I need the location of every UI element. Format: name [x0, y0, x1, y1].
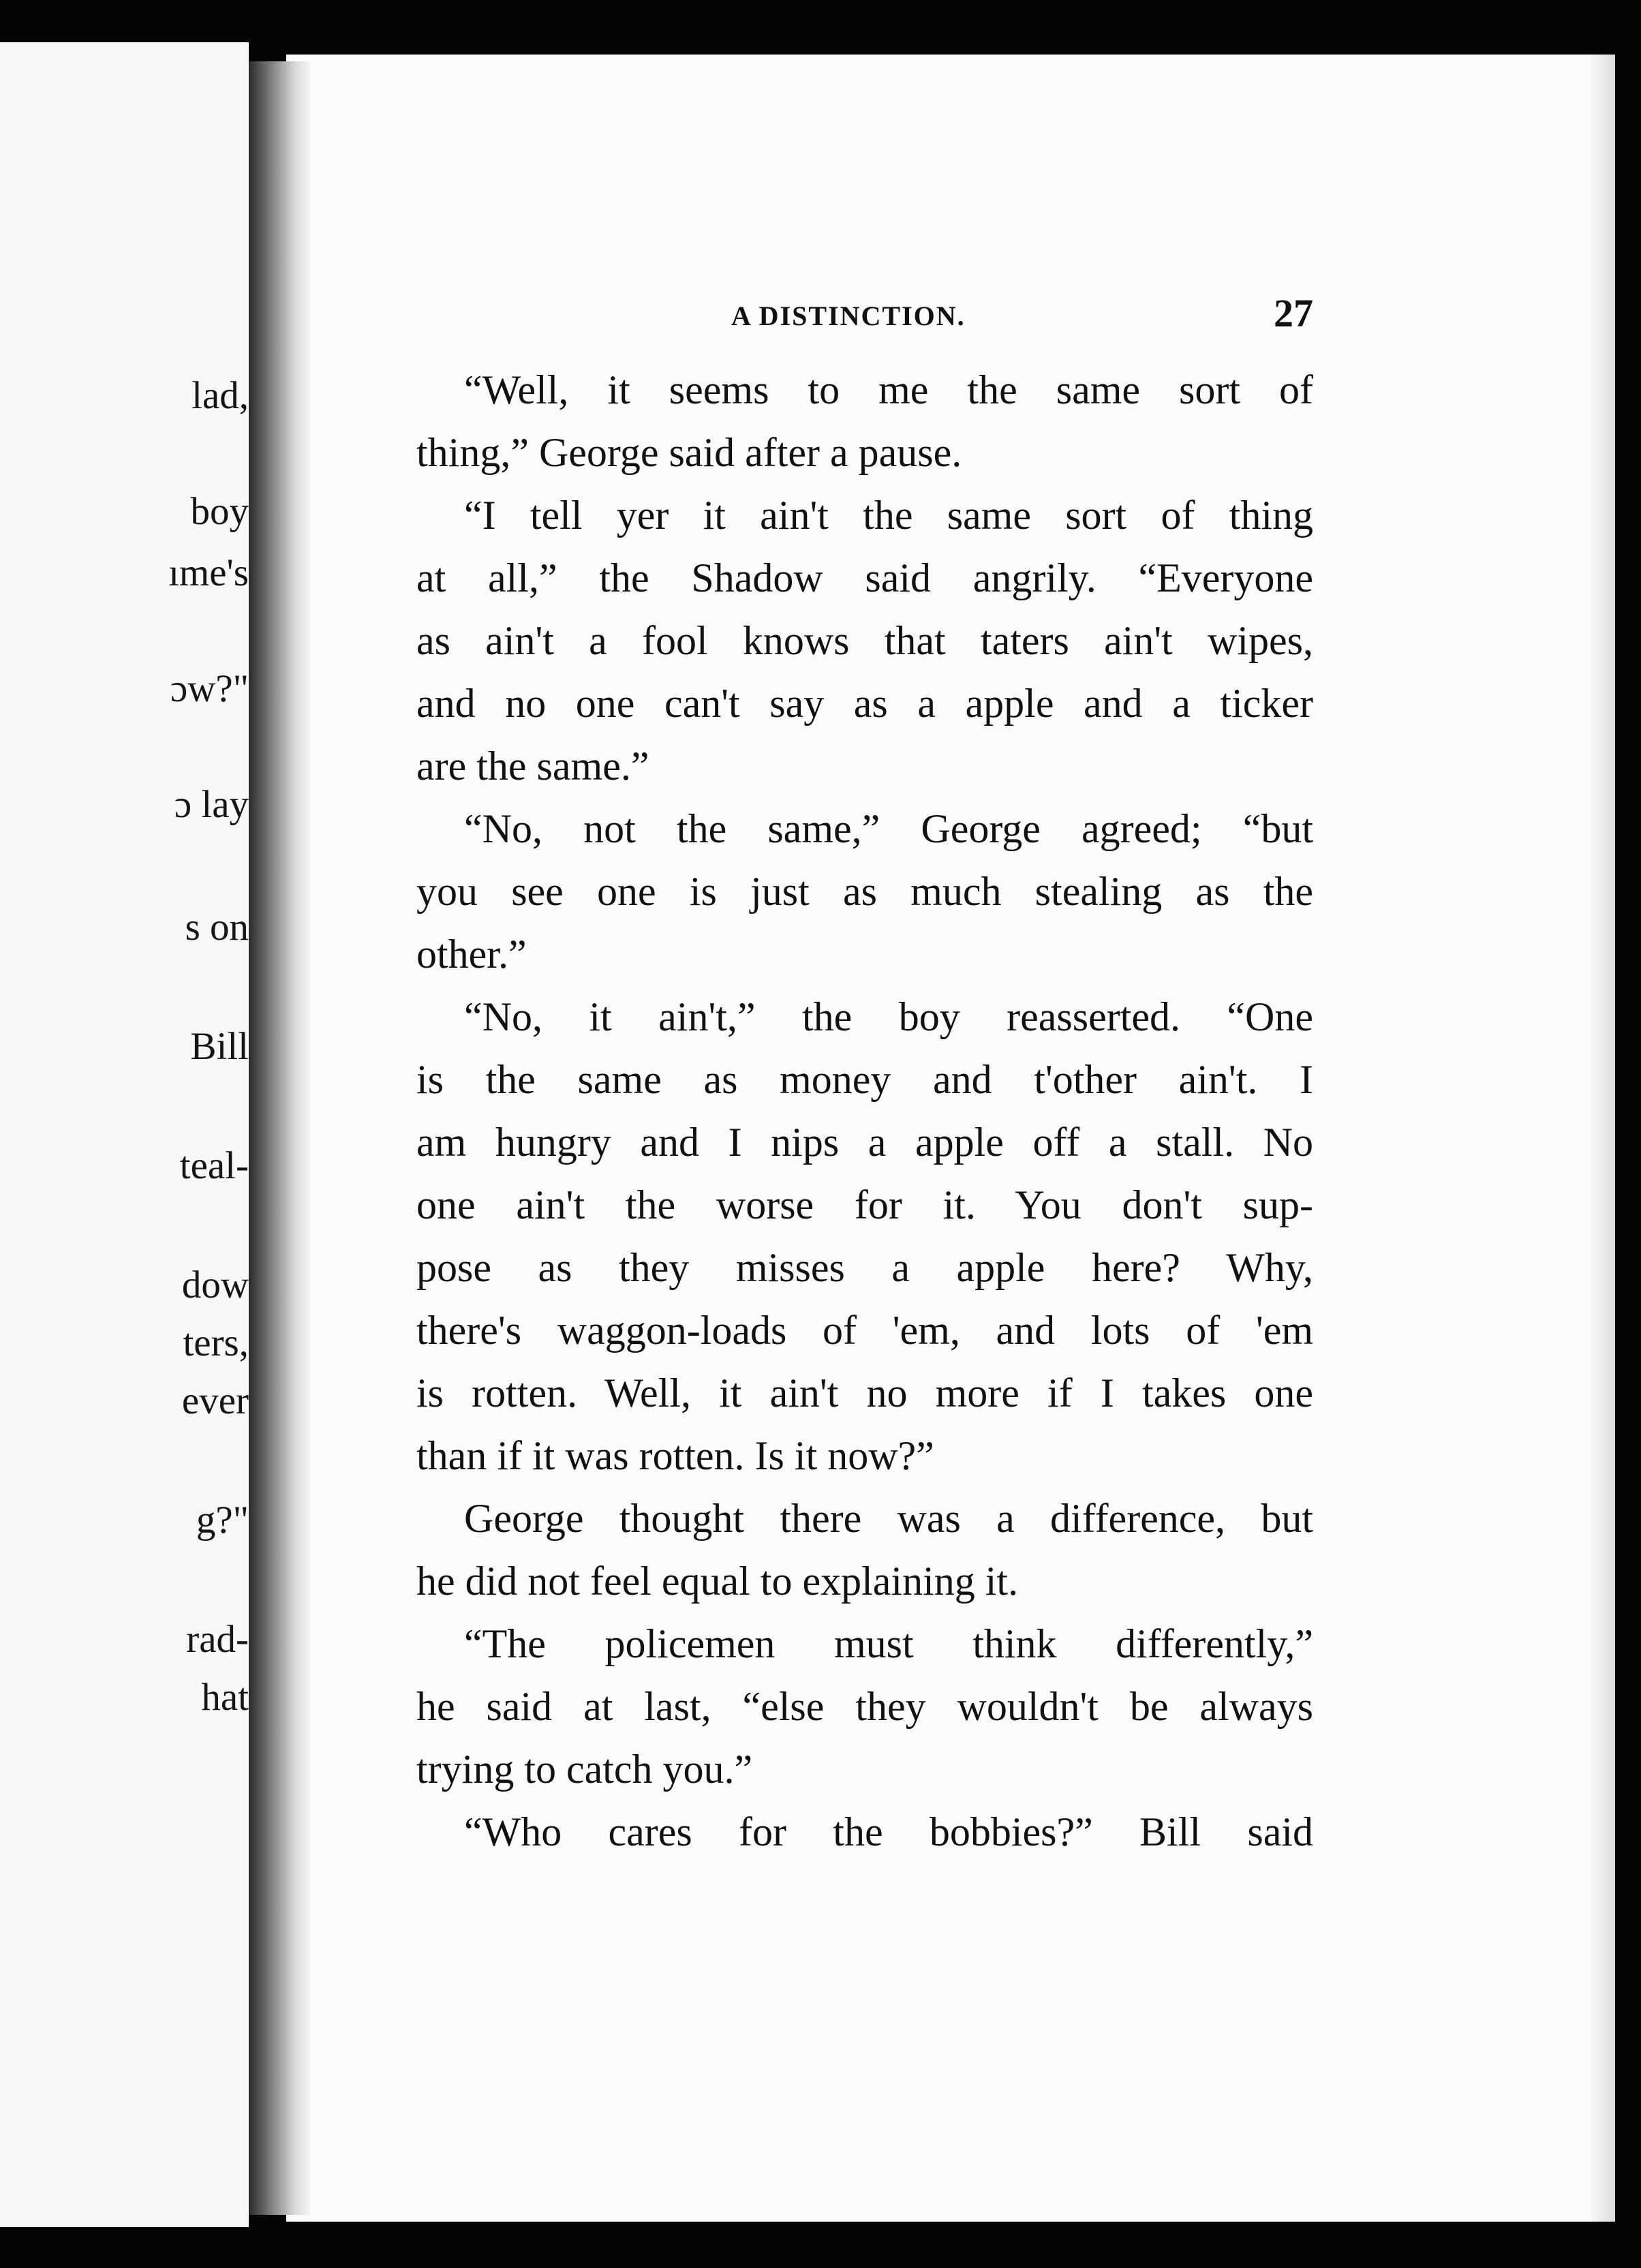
left-page-fragment: hat — [201, 1676, 249, 1719]
text-line: is rotten. Well, it ain't no more if I takes one — [416, 1370, 1313, 1415]
text-line: at all,” the Shadow said angrily. “Everyone — [416, 555, 1313, 600]
text-line: as ain't a fool knows that taters ain't wipes, — [416, 618, 1313, 663]
left-page-fragment: ters, — [183, 1321, 249, 1364]
text-line: other.” — [416, 932, 527, 977]
left-page-fragment: dow — [181, 1263, 249, 1306]
text-line: “Who cares for the bobbies?” Bill said — [464, 1809, 1313, 1854]
running-head — [416, 290, 1313, 338]
left-page-fragment: ɔ lay — [174, 783, 249, 826]
left-page-fragment: teal- — [179, 1144, 249, 1187]
text-line: are the same.” — [416, 744, 649, 788]
left-page-fragment: ever — [181, 1379, 249, 1422]
left-page-fragment: lad, — [191, 374, 249, 417]
text-line: is the same as money and t'other ain't. I — [416, 1057, 1313, 1102]
text-line: am hungry and I nips a apple off a stall. No — [416, 1120, 1313, 1165]
left-page-fragment: g?" — [196, 1499, 249, 1542]
gutter-shadow — [249, 61, 310, 2215]
text-line: he did not feel equal to explaining it. — [416, 1559, 1019, 1604]
left-page-fragment: boy — [190, 490, 249, 533]
text-line: there's waggon-loads of 'em, and lots of 'em — [416, 1308, 1313, 1353]
left-page-fragment: s on — [185, 906, 249, 949]
text-line: you see one is just as much stealing as the — [416, 869, 1313, 914]
text-line: pose as they misses a apple here? Why, — [416, 1245, 1313, 1290]
text-line: “No, it ain't,” the boy reasserted. “One — [464, 994, 1313, 1039]
left-page-fragment: Bill — [190, 1025, 249, 1068]
text-line: than if it was rotten. Is it now?” — [416, 1433, 934, 1478]
text-line: “The policemen must think differently,” — [464, 1621, 1313, 1666]
text-line: “No, not the same,” George agreed; “but — [464, 806, 1313, 851]
text-line: trying to catch you.” — [416, 1747, 753, 1792]
left-facing-page — [0, 42, 249, 2227]
text-line: he said at last, “else they wouldn't be always — [416, 1684, 1313, 1729]
running-title: A DISTINCTION. — [731, 301, 966, 331]
text-line: “Well, it seems to me the same sort of — [464, 367, 1313, 412]
page-number: 27 — [1274, 291, 1313, 335]
text-line: George thought there was a difference, but — [464, 1496, 1313, 1541]
text-line: and no one can't say as a apple and a ticker — [416, 681, 1313, 726]
left-page-fragment: ıme's — [168, 551, 249, 594]
text-line: one ain't the worse for it. You don't sup- — [416, 1182, 1313, 1227]
text-line: “I tell yer it ain't the same sort of thing — [464, 493, 1313, 538]
left-page-fragment: rad- — [186, 1618, 249, 1661]
page-edge-shadow — [1589, 55, 1615, 2222]
left-page-fragment: ɔw?" — [170, 667, 249, 710]
text-line: thing,” George said after a pause. — [416, 430, 962, 475]
